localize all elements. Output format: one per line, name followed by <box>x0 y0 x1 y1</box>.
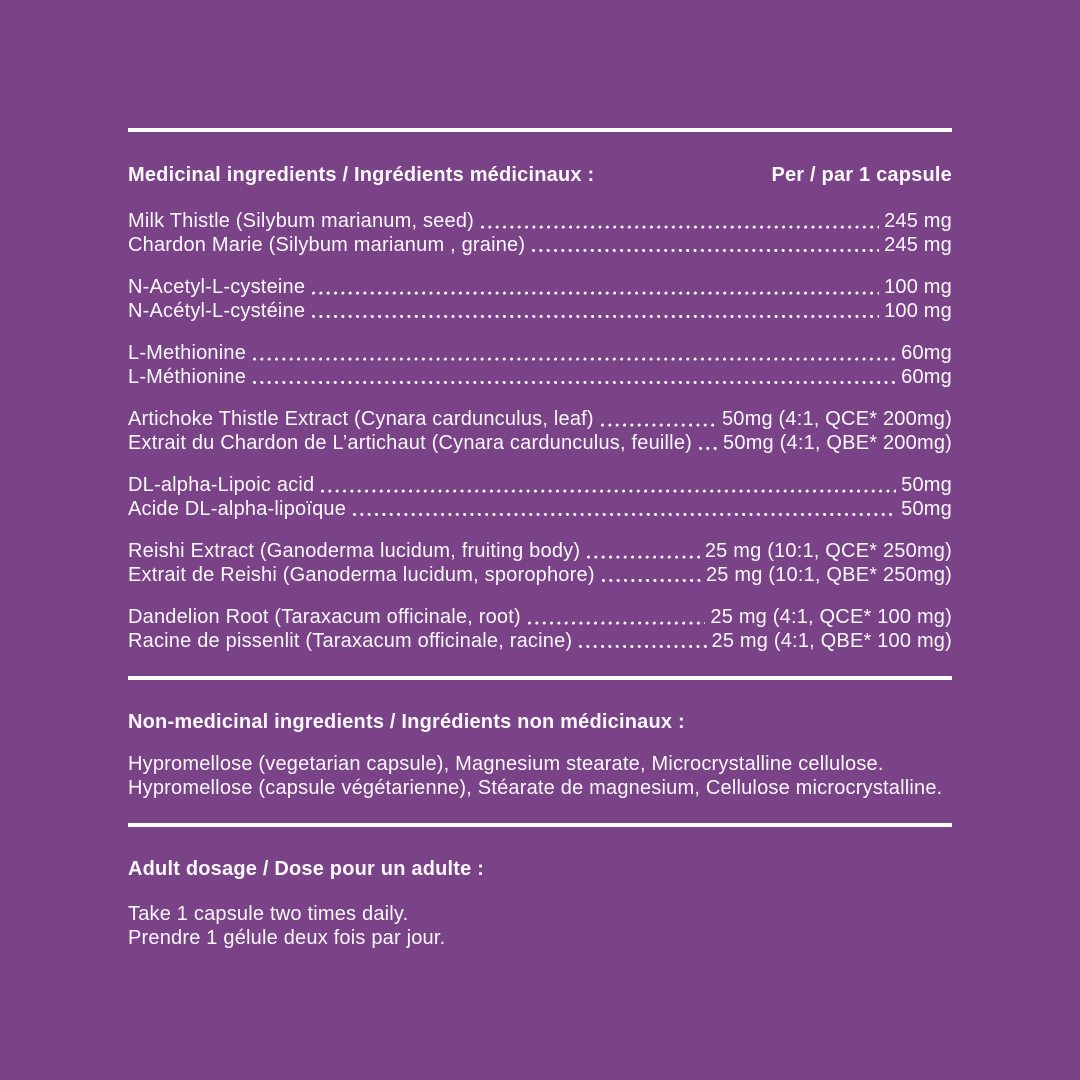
ingredient-name: Acide DL-alpha-lipoïque <box>128 497 347 520</box>
ingredient-name: Artichoke Thistle Extract (Cynara cardunculus, leaf) <box>128 408 594 430</box>
ingredient-group <box>128 210 952 257</box>
ingredient-row <box>128 498 952 522</box>
dosage-text <box>128 903 952 950</box>
ingredient-name: Milk Thistle (Silybum marianum, seed) <box>128 210 475 232</box>
ingredient-row <box>128 630 952 654</box>
ingredient-name: N-Acétyl-L-cystéine <box>128 299 306 322</box>
dot-leader <box>599 408 717 432</box>
dot-leader <box>577 630 706 654</box>
ingredient-row <box>128 234 952 258</box>
medicinal-header-row <box>128 163 952 187</box>
ingredient-group <box>128 408 952 455</box>
ingredient-amount: 50mg (4:1, QBE* 200mg) <box>723 431 952 454</box>
ingredient-row <box>128 342 952 366</box>
ingredient-row <box>128 474 952 498</box>
ingredient-amount: 60mg <box>901 342 952 364</box>
ingredient-row <box>128 540 952 564</box>
ingredient-amount: 25 mg (10:1, QBE* 250mg) <box>705 563 952 586</box>
dot-leader <box>479 210 879 234</box>
ingredient-row <box>128 408 952 432</box>
medicinal-heading: Medicinal ingredients / Ingrédients médicinaux : <box>128 164 595 186</box>
ingredient-amount: 100 mg <box>884 276 952 298</box>
ingredient-amount: 100 mg <box>884 299 952 322</box>
dot-leader <box>526 606 706 630</box>
ingredient-group <box>128 474 952 521</box>
non-medicinal-text <box>128 753 952 800</box>
ingredient-row <box>128 564 952 588</box>
dosage-heading: Adult dosage / Dose pour un adulte : <box>128 858 485 880</box>
divider-rule-middle <box>128 676 952 680</box>
ingredient-name: Extrait de Reishi (Ganoderma lucidum, sporophore) <box>128 563 595 586</box>
label-content <box>128 128 952 950</box>
per-capsule-label: Per / par 1 capsule <box>771 164 952 186</box>
ingredient-name: Dandelion Root (Taraxacum officinale, root) <box>128 606 521 628</box>
ingredient-name: Chardon Marie (Silybum marianum , graine) <box>128 233 526 256</box>
dot-leader <box>530 234 879 258</box>
ingredient-name: DL-alpha-Lipoic acid <box>128 474 315 496</box>
non-medicinal-heading: Non-medicinal ingredients / Ingrédients non médicinaux : <box>128 711 685 733</box>
divider-rule-bottom <box>128 823 952 827</box>
ingredient-amount: 25 mg (10:1, QCE* 250mg) <box>704 540 952 562</box>
ingredient-amount: 50mg (4:1, QCE* 200mg) <box>721 408 952 430</box>
ingredient-amount: 25 mg (4:1, QCE* 100 mg) <box>710 606 952 628</box>
dot-leader <box>697 432 718 456</box>
dot-leader <box>310 276 879 300</box>
ingredient-group <box>128 342 952 389</box>
ingredient-amount: 50mg <box>901 497 952 520</box>
dot-leader <box>310 300 879 324</box>
dot-leader <box>585 540 700 564</box>
dosage-text-en: Take 1 capsule two times daily. <box>128 903 409 925</box>
dot-leader <box>251 342 896 366</box>
non-medicinal-text-en: Hypromellose (vegetarian capsule), Magnesium stearate, Microcrystalline cellulose. <box>128 753 884 775</box>
divider-rule-top <box>128 128 952 132</box>
ingredient-group <box>128 606 952 653</box>
ingredient-row <box>128 276 952 300</box>
ingredient-row <box>128 210 952 234</box>
ingredient-group <box>128 540 952 587</box>
ingredient-amount: 50mg <box>901 474 952 496</box>
ingredient-name: L-Méthionine <box>128 365 247 388</box>
ingredient-amount: 245 mg <box>884 210 952 232</box>
non-medicinal-text-fr: Hypromellose (capsule végétarienne), Stéarate de magnesium, Cellulose microcrystalline. <box>128 776 943 799</box>
dot-leader <box>600 564 701 588</box>
dot-leader <box>251 366 896 390</box>
ingredient-name: N-Acetyl-L-cysteine <box>128 276 306 298</box>
ingredient-name: Reishi Extract (Ganoderma lucidum, fruiting body) <box>128 540 581 562</box>
ingredient-row <box>128 606 952 630</box>
ingredient-name: Extrait du Chardon de L’artichaut (Cynara cardunculus, feuille) <box>128 431 693 454</box>
dot-leader <box>319 474 896 498</box>
ingredient-row <box>128 366 952 390</box>
ingredient-amount: 60mg <box>901 365 952 388</box>
ingredient-row <box>128 432 952 456</box>
ingredient-row <box>128 300 952 324</box>
ingredient-name: Racine de pissenlit (Taraxacum officinale, racine) <box>128 629 573 652</box>
ingredient-amount: 245 mg <box>884 233 952 256</box>
ingredient-name: L-Methionine <box>128 342 247 364</box>
ingredient-amount: 25 mg (4:1, QBE* 100 mg) <box>711 629 952 652</box>
dot-leader <box>351 498 896 522</box>
medicinal-ingredient-list <box>128 210 952 653</box>
dosage-text-fr: Prendre 1 gélule deux fois par jour. <box>128 926 446 949</box>
ingredient-group <box>128 276 952 323</box>
